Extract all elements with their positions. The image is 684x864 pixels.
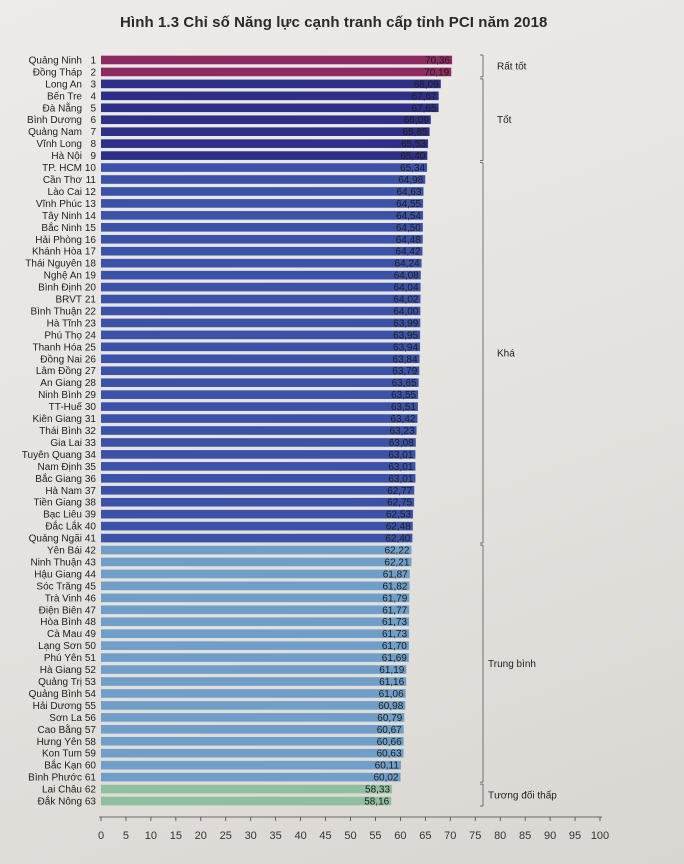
x-tick-label: 100 bbox=[590, 830, 610, 842]
bar bbox=[101, 139, 428, 151]
x-tick-label: 15 bbox=[169, 830, 182, 842]
value-label: 65,85 bbox=[402, 127, 428, 139]
value-label: 64,48 bbox=[395, 234, 421, 246]
value-label: 67,65 bbox=[411, 103, 437, 115]
x-tick-label: 0 bbox=[97, 830, 105, 842]
value-label: 65,53 bbox=[400, 139, 426, 151]
rank-label: 56 bbox=[84, 712, 96, 724]
bar bbox=[101, 235, 423, 244]
bar bbox=[101, 701, 405, 710]
rank-label: 34 bbox=[84, 449, 96, 461]
rank-label: 43 bbox=[84, 557, 96, 569]
rank-label: 40 bbox=[84, 521, 96, 533]
value-label: 67,67 bbox=[411, 91, 437, 103]
bar bbox=[101, 737, 404, 746]
chart-title: Hình 1.3 Chỉ số Năng lực cạnh tranh cấp tỉnh PCI năm 2018 bbox=[120, 14, 548, 31]
province-label: Thái Nguyên bbox=[25, 258, 82, 270]
province-label: Bạc Liêu bbox=[43, 509, 82, 521]
rank-label: 3 bbox=[90, 79, 96, 91]
value-label: 61,69 bbox=[381, 653, 407, 665]
province-label: Quảng Nam bbox=[28, 127, 82, 139]
province-label: Bến Tre bbox=[46, 91, 82, 103]
value-label: 68,09 bbox=[413, 79, 439, 91]
bar bbox=[101, 749, 404, 758]
rank-label: 46 bbox=[84, 593, 96, 605]
province-label: Lâm Đồng bbox=[35, 366, 82, 378]
rank-label: 32 bbox=[84, 426, 96, 437]
value-label: 65,40 bbox=[400, 151, 426, 163]
province-label: Nghệ An bbox=[43, 270, 82, 282]
bar bbox=[101, 80, 441, 89]
rank-label: 17 bbox=[84, 246, 96, 258]
rank-label: 27 bbox=[84, 366, 96, 378]
rank-label: 11 bbox=[85, 175, 96, 186]
bar bbox=[101, 115, 431, 127]
x-tick-label: 10 bbox=[144, 830, 158, 842]
rank-label: 30 bbox=[84, 402, 96, 414]
bar bbox=[101, 56, 452, 65]
province-label: Vĩnh Phúc bbox=[35, 198, 82, 210]
rank-label: 60 bbox=[84, 760, 96, 772]
group-label: Tốt bbox=[497, 115, 512, 127]
bar bbox=[101, 558, 411, 567]
value-label: 63,84 bbox=[392, 354, 418, 366]
value-label: 63,51 bbox=[390, 402, 416, 414]
value-label: 63,55 bbox=[391, 390, 417, 402]
rank-label: 36 bbox=[84, 473, 96, 485]
value-label: 58,33 bbox=[365, 784, 391, 796]
bar bbox=[101, 295, 420, 304]
bar bbox=[101, 725, 404, 734]
province-label: Long An bbox=[45, 79, 82, 91]
bar bbox=[101, 785, 392, 794]
bar bbox=[101, 103, 439, 115]
value-label: 60,63 bbox=[376, 748, 402, 760]
province-label: Phú Thọ bbox=[44, 330, 82, 342]
rank-label: 9 bbox=[90, 151, 96, 163]
province-label: Hải Phòng bbox=[35, 234, 82, 246]
rank-label: 37 bbox=[84, 485, 96, 497]
bar bbox=[101, 462, 415, 471]
province-label: Sơn La bbox=[49, 712, 82, 724]
province-label: Quảng Bình bbox=[28, 688, 82, 700]
value-label: 61,77 bbox=[382, 605, 408, 617]
rank-label: 62 bbox=[84, 784, 96, 796]
rank-label: 5 bbox=[90, 103, 96, 115]
bar bbox=[101, 259, 422, 268]
bar bbox=[101, 761, 401, 770]
rank-label: 29 bbox=[84, 390, 96, 402]
province-label: Hà Nội bbox=[51, 151, 82, 163]
province-label: Hưng Yên bbox=[36, 736, 82, 748]
province-label: Đà Nẵng bbox=[42, 103, 82, 115]
value-label: 64,04 bbox=[393, 282, 419, 294]
bar bbox=[101, 92, 439, 101]
x-tick-label: 65 bbox=[419, 830, 432, 842]
bar bbox=[101, 343, 420, 352]
value-label: 62,21 bbox=[384, 557, 410, 569]
group-label: Trung bình bbox=[488, 659, 536, 671]
rank-label: 16 bbox=[84, 234, 96, 246]
province-label: Quảng Ngãi bbox=[28, 533, 82, 545]
province-label: Đồng Tháp bbox=[32, 67, 82, 79]
province-label: Sóc Trăng bbox=[36, 581, 82, 593]
value-label: 60,79 bbox=[377, 712, 403, 724]
province-label: Kon Tum bbox=[41, 748, 82, 760]
bar bbox=[101, 414, 417, 426]
rank-label: 44 bbox=[84, 569, 96, 581]
value-label: 62,77 bbox=[387, 485, 413, 497]
value-label: 64,54 bbox=[396, 210, 422, 222]
bar bbox=[101, 247, 422, 256]
rank-label: 22 bbox=[84, 306, 96, 318]
rank-label: 21 bbox=[84, 294, 96, 306]
province-label: Kiên Giang bbox=[32, 414, 82, 426]
bar bbox=[101, 498, 414, 507]
rank-label: 59 bbox=[84, 748, 96, 760]
value-label: 66,09 bbox=[403, 115, 429, 127]
value-label: 62,53 bbox=[385, 509, 412, 521]
value-label: 61,87 bbox=[382, 569, 408, 581]
bar bbox=[101, 486, 414, 495]
x-tick-label: 70 bbox=[444, 830, 457, 842]
value-label: 61,79 bbox=[382, 593, 408, 605]
bar bbox=[101, 641, 409, 653]
x-tick-label: 95 bbox=[568, 830, 582, 842]
bar bbox=[101, 582, 409, 591]
province-label: Hà Giang bbox=[39, 665, 82, 677]
rank-label: 41 bbox=[84, 533, 96, 545]
rank-label: 33 bbox=[84, 437, 96, 449]
province-label: Phú Yên bbox=[43, 653, 82, 665]
province-label: Điện Biên bbox=[38, 605, 82, 617]
rank-label: 39 bbox=[84, 509, 96, 521]
bar bbox=[101, 283, 421, 292]
province-label: Bắc Kạn bbox=[44, 760, 82, 772]
value-label: 63,65 bbox=[391, 378, 417, 390]
value-label: 63,95 bbox=[393, 330, 419, 342]
x-tick-label: 60 bbox=[394, 830, 407, 842]
value-label: 63,08 bbox=[388, 437, 414, 449]
bar bbox=[101, 653, 409, 665]
bar bbox=[101, 331, 420, 340]
rank-label: 23 bbox=[84, 318, 96, 330]
value-label: 70,19 bbox=[424, 67, 450, 79]
rank-label: 14 bbox=[84, 210, 96, 222]
province-label: Lai Châu bbox=[41, 784, 82, 796]
value-label: 62,40 bbox=[385, 533, 411, 545]
value-label: 64,08 bbox=[393, 270, 419, 282]
rank-label: 45 bbox=[84, 581, 96, 593]
rank-label: 49 bbox=[84, 629, 96, 641]
province-label: Tuyên Quang bbox=[21, 449, 82, 461]
province-label: An Giang bbox=[40, 378, 82, 390]
province-label: Yên Bái bbox=[46, 545, 82, 557]
rank-label: 61 bbox=[84, 772, 96, 784]
rank-label: 8 bbox=[90, 139, 96, 151]
bar bbox=[101, 127, 430, 139]
bar bbox=[101, 402, 418, 414]
rank-label: 48 bbox=[84, 617, 96, 629]
bar bbox=[101, 773, 401, 782]
x-tick-label: 30 bbox=[244, 830, 257, 842]
province-label: Tây Ninh bbox=[41, 210, 82, 222]
value-label: 64,42 bbox=[395, 246, 421, 258]
x-tick-label: 5 bbox=[122, 830, 130, 842]
bar bbox=[101, 629, 409, 641]
x-tick-label: 85 bbox=[519, 830, 532, 842]
rank-label: 52 bbox=[84, 665, 96, 677]
province-label: Bình Định bbox=[38, 282, 82, 294]
rank-label: 10 bbox=[84, 163, 96, 175]
rank-label: 50 bbox=[84, 641, 96, 653]
x-tick-label: 40 bbox=[294, 830, 307, 842]
x-tick-label: 35 bbox=[269, 830, 282, 842]
value-label: 63,01 bbox=[388, 449, 414, 461]
bar bbox=[101, 319, 420, 328]
province-label: Lạng Sơn bbox=[38, 641, 82, 653]
province-label: Bắc Giang bbox=[35, 473, 82, 485]
bar bbox=[101, 426, 417, 435]
x-tick-label: 50 bbox=[344, 830, 357, 842]
bar bbox=[101, 307, 420, 316]
value-label: 64,02 bbox=[393, 294, 419, 306]
rank-label: 53 bbox=[84, 677, 96, 688]
bar bbox=[101, 546, 411, 555]
group-label: Khá bbox=[497, 348, 515, 360]
province-label: Quảng Ninh bbox=[28, 55, 82, 67]
province-label: Ninh Thuận bbox=[30, 557, 82, 569]
bar bbox=[101, 187, 424, 196]
value-label: 61,16 bbox=[379, 677, 405, 688]
bar bbox=[101, 570, 410, 579]
value-label: 63,01 bbox=[388, 473, 414, 485]
value-label: 60,02 bbox=[373, 772, 399, 784]
rank-label: 57 bbox=[84, 724, 96, 736]
value-label: 63,23 bbox=[389, 426, 415, 437]
value-label: 64,50 bbox=[395, 222, 421, 234]
rank-label: 42 bbox=[84, 545, 96, 557]
bar bbox=[101, 378, 419, 390]
value-label: 61,82 bbox=[382, 581, 408, 593]
value-label: 70,36 bbox=[425, 55, 451, 67]
rank-label: 19 bbox=[84, 270, 96, 282]
x-tick-label: 25 bbox=[219, 830, 232, 842]
rank-label: 35 bbox=[84, 461, 96, 473]
value-label: 63,42 bbox=[390, 414, 416, 426]
bar bbox=[101, 677, 406, 686]
value-label: 64,63 bbox=[396, 186, 422, 198]
x-tick-label: 55 bbox=[369, 830, 382, 842]
bar bbox=[101, 474, 415, 483]
rank-label: 12 bbox=[84, 186, 96, 198]
province-label: Thái Bình bbox=[39, 426, 82, 437]
bar bbox=[101, 510, 413, 519]
province-label: Khánh Hòa bbox=[31, 246, 82, 258]
province-label: Hậu Giang bbox=[34, 569, 82, 581]
province-label: Bắc Ninh bbox=[41, 222, 82, 234]
bar bbox=[101, 594, 409, 603]
group-label: Tương đối thấp bbox=[488, 790, 557, 802]
province-label: BRVT bbox=[55, 294, 82, 306]
rank-label: 2 bbox=[90, 67, 96, 79]
value-label: 62,75 bbox=[387, 497, 413, 509]
x-tick-label: 90 bbox=[543, 830, 557, 842]
province-label: Thanh Hóa bbox=[32, 342, 82, 354]
rank-label: 55 bbox=[84, 700, 96, 712]
bar bbox=[101, 605, 409, 617]
province-label: Gia Lai bbox=[50, 437, 82, 449]
bar bbox=[101, 689, 406, 698]
value-label: 63,79 bbox=[392, 366, 418, 378]
value-label: 60,98 bbox=[378, 700, 404, 712]
value-label: 61,19 bbox=[379, 665, 405, 677]
bar bbox=[101, 797, 391, 806]
value-label: 63,94 bbox=[393, 342, 419, 354]
bar bbox=[101, 390, 418, 402]
value-label: 61,70 bbox=[381, 641, 407, 653]
x-tick-label: 20 bbox=[194, 830, 207, 842]
rank-label: 58 bbox=[84, 736, 96, 748]
rank-label: 63 bbox=[84, 796, 96, 808]
value-label: 65,34 bbox=[400, 163, 426, 175]
rank-label: 51 bbox=[84, 653, 96, 665]
rank-label: 18 bbox=[84, 258, 96, 270]
province-label: Đồng Nai bbox=[40, 354, 82, 366]
province-label: Quảng Trị bbox=[38, 677, 82, 688]
province-label: Bình Phước bbox=[28, 772, 82, 784]
value-label: 60,67 bbox=[376, 724, 402, 736]
value-label: 61,73 bbox=[381, 629, 408, 641]
bar bbox=[101, 199, 423, 208]
value-label: 60,11 bbox=[374, 760, 399, 772]
province-label: Ninh Bình bbox=[38, 390, 82, 402]
bar bbox=[101, 522, 413, 531]
bar bbox=[101, 450, 415, 459]
value-label: 62,48 bbox=[385, 521, 411, 533]
province-label: Hà Nam bbox=[45, 485, 82, 497]
bar bbox=[101, 534, 412, 543]
rank-label: 25 bbox=[84, 342, 96, 354]
value-label: 62,22 bbox=[384, 545, 410, 557]
bar bbox=[101, 223, 423, 232]
bar bbox=[101, 665, 406, 677]
bar bbox=[101, 151, 427, 163]
rank-label: 31 bbox=[84, 414, 96, 426]
value-label: 61,06 bbox=[378, 688, 404, 700]
bar bbox=[101, 713, 404, 722]
province-label: TP. HCM bbox=[42, 163, 82, 175]
x-tick-label: 45 bbox=[319, 830, 332, 842]
value-label: 63,99 bbox=[393, 318, 419, 330]
province-label: Bình Thuận bbox=[30, 306, 82, 318]
province-label: Hà Tĩnh bbox=[46, 318, 82, 330]
rank-label: 15 bbox=[84, 222, 96, 234]
province-label: Vĩnh Long bbox=[36, 139, 82, 151]
bar bbox=[101, 271, 421, 280]
value-label: 58,16 bbox=[364, 796, 390, 808]
rank-label: 28 bbox=[84, 378, 96, 390]
province-label: Cà Mau bbox=[46, 629, 82, 641]
value-label: 60,66 bbox=[376, 736, 402, 748]
rank-label: 4 bbox=[90, 91, 96, 103]
rank-label: 54 bbox=[84, 688, 96, 700]
province-label: Bình Dương bbox=[27, 115, 82, 127]
province-label: Cao Bằng bbox=[37, 724, 82, 736]
province-label: Lào Cai bbox=[47, 186, 82, 198]
value-label: 64,55 bbox=[396, 198, 422, 210]
bar bbox=[101, 175, 425, 184]
value-label: 63,01 bbox=[388, 461, 414, 473]
rank-label: 24 bbox=[84, 330, 96, 342]
bar bbox=[101, 211, 423, 220]
x-tick-label: 75 bbox=[469, 830, 482, 842]
bar bbox=[101, 438, 416, 447]
rank-label: 26 bbox=[84, 354, 96, 366]
province-label: Đắc Lắk bbox=[45, 521, 82, 533]
rank-label: 47 bbox=[84, 605, 96, 617]
rank-label: 6 bbox=[90, 115, 96, 127]
bar bbox=[101, 354, 420, 366]
value-label: 64,00 bbox=[393, 306, 419, 318]
province-label: Cần Thơ bbox=[42, 175, 82, 186]
bar bbox=[101, 163, 427, 175]
x-tick-label: 80 bbox=[494, 830, 507, 842]
bar bbox=[101, 68, 451, 77]
province-label: TT-Huế bbox=[48, 402, 82, 414]
bar bbox=[101, 617, 409, 629]
province-label: Hòa Bình bbox=[40, 617, 82, 629]
province-label: Tiền Giang bbox=[33, 497, 82, 509]
rank-label: 13 bbox=[84, 198, 96, 210]
bar bbox=[101, 366, 419, 378]
rank-label: 38 bbox=[84, 497, 96, 509]
value-label: 64,24 bbox=[394, 258, 420, 270]
group-label: Rất tốt bbox=[497, 61, 527, 73]
rank-label: 7 bbox=[90, 127, 96, 139]
province-label: Trà Vinh bbox=[44, 593, 82, 605]
value-label: 61,73 bbox=[381, 617, 408, 629]
province-label: Nam Định bbox=[37, 461, 82, 473]
province-label: Đắk Nông bbox=[37, 796, 82, 808]
province-label: Hải Dương bbox=[32, 700, 82, 712]
rank-label: 1 bbox=[90, 55, 96, 67]
value-label: 64,98 bbox=[398, 175, 424, 186]
rank-label: 20 bbox=[84, 282, 96, 294]
